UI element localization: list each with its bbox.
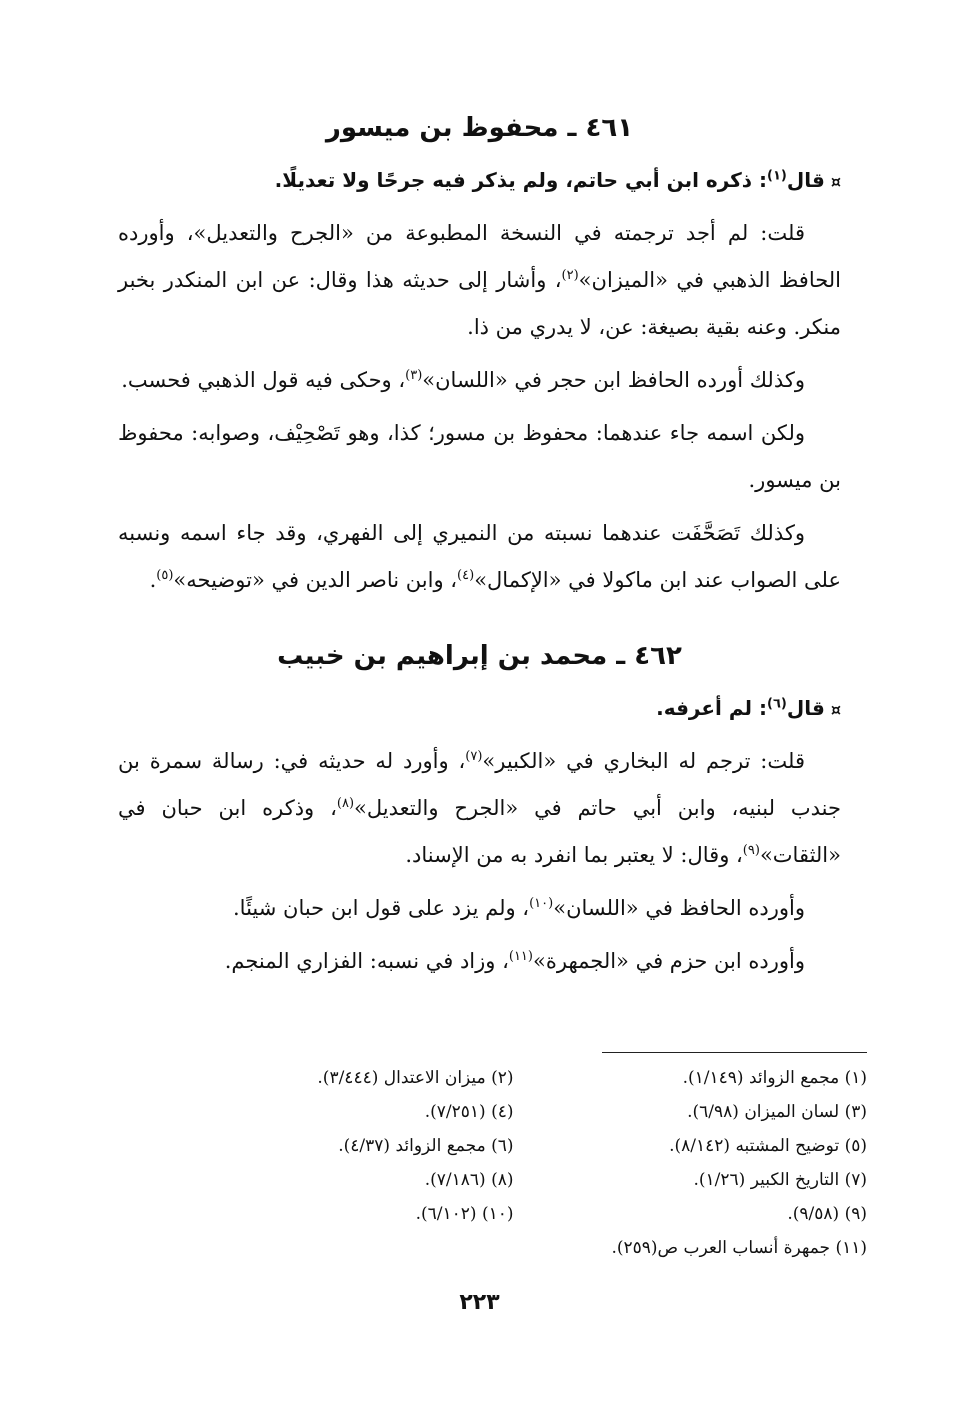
text-run: ، وقال: لا يعتبر بما انفرد به من الإسناد.: [405, 843, 743, 867]
text-run: قلت: ترجم له البخاري في «الكبير»: [482, 749, 805, 773]
paragraph: [118, 210, 841, 351]
text-run: وأورده ابن حزم في «الجمهرة»: [533, 949, 805, 973]
footnote-item: (١١) جمهرة أنساب العرب ص(٢٥٩).: [611, 1238, 867, 1258]
quote-lead: قال: [786, 696, 825, 720]
quote-marker-icon: ¤: [830, 172, 841, 191]
footnote-ref[interactable]: (٧): [465, 749, 483, 764]
footnote-item: (٣) لسان الميزان (٦/٩٨).: [687, 1102, 867, 1122]
page-number: ٢٢٣: [459, 1290, 500, 1315]
quote-lead: قال: [786, 168, 825, 192]
text-run: ، ولم يزد على قول ابن حبان شيئًا.: [233, 896, 530, 920]
footnote-item: (١) مجمع الزوائد (١/١٤٩).: [682, 1068, 867, 1088]
quote-text: : ذكره ابن أبي حاتم، ولم يذكر فيه جرحًا ولا تعديلًا.: [274, 168, 767, 192]
paragraph: [118, 885, 841, 932]
footnote-ref[interactable]: (٨): [336, 796, 355, 811]
paragraph: [118, 738, 841, 879]
footnote-item: (٦) مجمع الزوائد (٤/٣٧).: [338, 1136, 514, 1156]
footnote-ref[interactable]: (٢): [561, 268, 579, 283]
main-text: [118, 108, 841, 991]
text-run: ولكن اسمه جاء عندهما: محفوظ بن مسور؛ كذا، وهو تَصْحِيْف، وصوابه: محفوظ بن ميسور.: [118, 421, 841, 492]
text-run: ، وزاد في نسبه: الفزاري المنجم.: [224, 949, 509, 973]
paragraph: [118, 410, 841, 504]
quote-line: [118, 162, 841, 200]
paragraph: [118, 510, 841, 604]
footnote-ref[interactable]: (١١): [508, 949, 533, 964]
text-run: قلت: لم أجد ترجمته في النسخة المطبوعة من «الجرح والتعديل»، وأورده الحافظ الذهبي في «الميزان»: [118, 221, 842, 292]
text-run: وكذلك أورده الحافظ ابن حجر في «اللسان»: [422, 368, 805, 392]
quote-text: : لم أعرفه.: [656, 696, 767, 720]
text-run: ، وذكره ابن حبان في «الثقات»: [118, 796, 841, 867]
footnote-item: (٤) (٧/٢٥١).: [424, 1102, 514, 1122]
footnote-item: (٥) توضيح المشتبه (٨/١٤٢).: [669, 1136, 867, 1156]
quote-marker-icon: ¤: [830, 700, 841, 719]
footnote-item: (٢) ميزان الاعتدال (٣/٤٤٤).: [317, 1068, 514, 1088]
footnote-item: (٩) (٩/٥٨).: [787, 1204, 867, 1224]
text-run: ، وأشار إلى حديثه هذا وقال: عن ابن المنكدر بخبر منكر. وعنه بقية بصيغة: عن، لا يدري من ذا.: [118, 268, 841, 339]
text-run: وأورده الحافظ في «اللسان»: [553, 896, 805, 920]
paragraph: [118, 938, 841, 985]
footnote-ref[interactable]: (٤): [457, 568, 475, 583]
footnote-ref[interactable]: (٣): [405, 368, 423, 383]
entry-title: ٤٦١ ـ محفوظ بن ميسور: [325, 113, 634, 143]
paragraph: [118, 357, 841, 404]
entry-title: ٤٦٢ ـ محمد بن إبراهيم بن خبيب: [277, 641, 682, 671]
footnote-item: (٧) التاريخ الكبير (١/٢٦).: [693, 1170, 867, 1190]
text-run: ، وأورد له حديثه في: رسالة سمرة بن جندب لبنيه، وابن أبي حاتم في «الجرح والتعديل»: [118, 749, 841, 820]
text-run: .: [149, 568, 157, 592]
footnote-ref[interactable]: (٦): [767, 696, 787, 712]
quote-line: [118, 690, 841, 728]
footnote-ref[interactable]: (١٠): [529, 896, 554, 911]
footnote-ref[interactable]: (٥): [156, 568, 174, 583]
entry-separator: [118, 610, 841, 636]
text-run: ، وحكى فيه قول الذهبي فحسب.: [121, 368, 406, 392]
footnotes: [200, 1052, 867, 1263]
text-run: ، وابن ناصر الدين في «توضيحه»: [173, 568, 458, 592]
footnote-item: (١٠) (٦/١٠٢).: [415, 1204, 514, 1224]
text-run: وكذلك تَصَحَّفَت عندهما نسبته من النميري إلى الفهري، وقد جاء اسمه ونسبه على الصواب عند ابن ماكولا في «الإكمال»: [118, 521, 841, 592]
footnote-item: (٨) (٧/١٨٦).: [424, 1170, 514, 1190]
footnote-separator: [602, 1052, 867, 1053]
footnote-list: [200, 1063, 867, 1263]
footnote-ref[interactable]: (١): [767, 168, 787, 184]
footnote-ref[interactable]: (٩): [742, 843, 760, 858]
